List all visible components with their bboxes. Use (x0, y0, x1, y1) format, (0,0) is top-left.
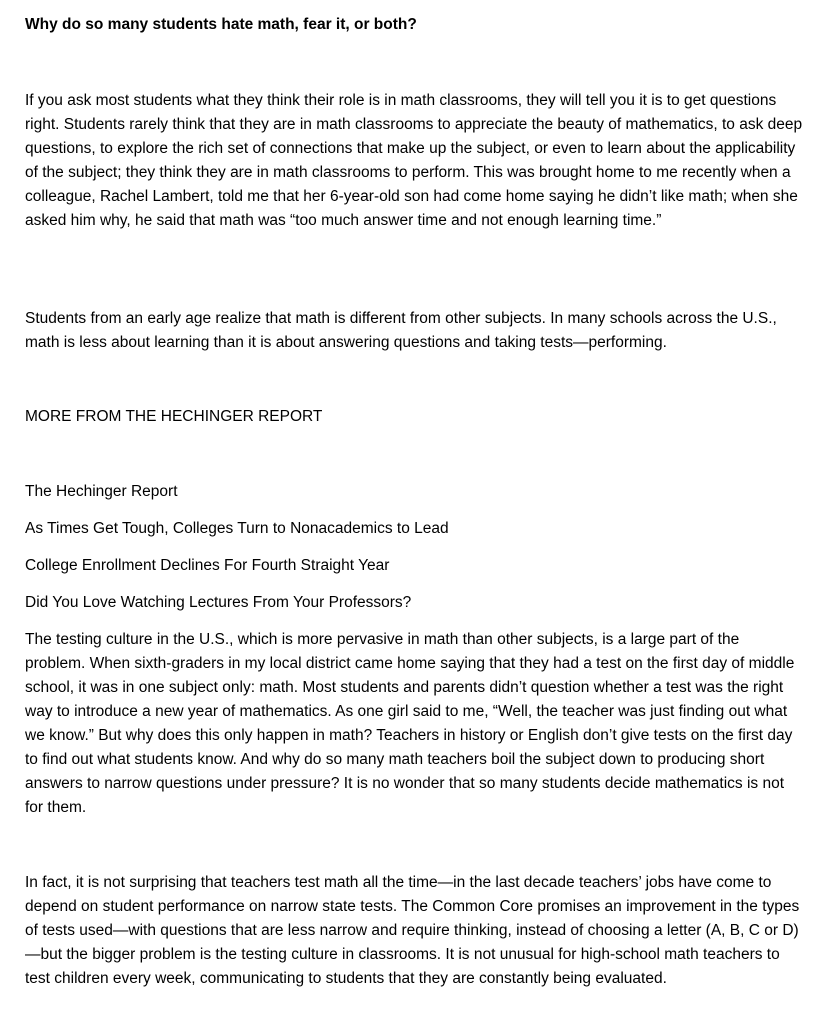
paragraph-3: The testing culture in the U.S., which is more pervasive in math than other subjects, is a large part of the problem. When sixth-graders in my local district came home saying that they had a test on the first day of middle school, it was in one subject only: math. Most students and parents didn’t question whether a test was the right way to introduce a new year of mathematics. As one girl said to me, “Well, the teacher was just finding out what we know.” But why does this only happen in math? Teachers in history or English don’t give tests on the first day to find out what students know. And why do so many math teachers boil the subject down to producing short answers to narrow questions under pressure? It is no wonder that so many students decide mathematics is not for them. (25, 631, 795, 816)
related-link-watching-lectures[interactable]: Did You Love Watching Lectures From Your Professors? (25, 594, 412, 611)
paragraph-2: Students from an early age realize that math is different from other subjects. In many schools across the U.S., math is less about learning than it is about answering questions and taking tests—performing. (25, 310, 777, 351)
paragraph-4: In fact, it is not surprising that teachers test math all the time—in the last decade teachers’ jobs have come to depend on student performance on narrow state tests. The Common Core promises an improvement in the types of tests used—with questions that are less narrow and require thinking, instead of choosing a letter (A, B, C or D)—but the bigger problem is the testing culture in classrooms. It is not unusual for high-school math teachers to test children every week, communicating to students that they are constantly being evaluated. (25, 874, 800, 987)
related-link-enrollment-declines[interactable]: College Enrollment Declines For Fourth Straight Year (25, 557, 390, 574)
related-link-hechinger-report[interactable]: The Hechinger Report (25, 483, 178, 500)
more-from-label: MORE FROM THE HECHINGER REPORT (25, 408, 323, 425)
article-heading: Why do so many students hate math, fear it, or both? (25, 16, 417, 33)
related-link-colleges-nonacademics[interactable]: As Times Get Tough, Colleges Turn to Nonacademics to Lead (25, 520, 449, 537)
paragraph-1: If you ask most students what they think their role is in math classrooms, they will tell you it is to get questions right. Students rarely think that they are in math classrooms to appreciate the beauty of mathematics, to ask deep questions, to explore the rich set of connections that make up the subject, or even to learn about the applicability of the subject; they think they are in math classrooms to perform. This was brought home to me recently when a colleague, Rachel Lambert, told me that her 6-year-old son had come home saying he didn’t like math; when she asked him why, he said that math was “too much answer time and not enough learning time.” (25, 92, 803, 229)
